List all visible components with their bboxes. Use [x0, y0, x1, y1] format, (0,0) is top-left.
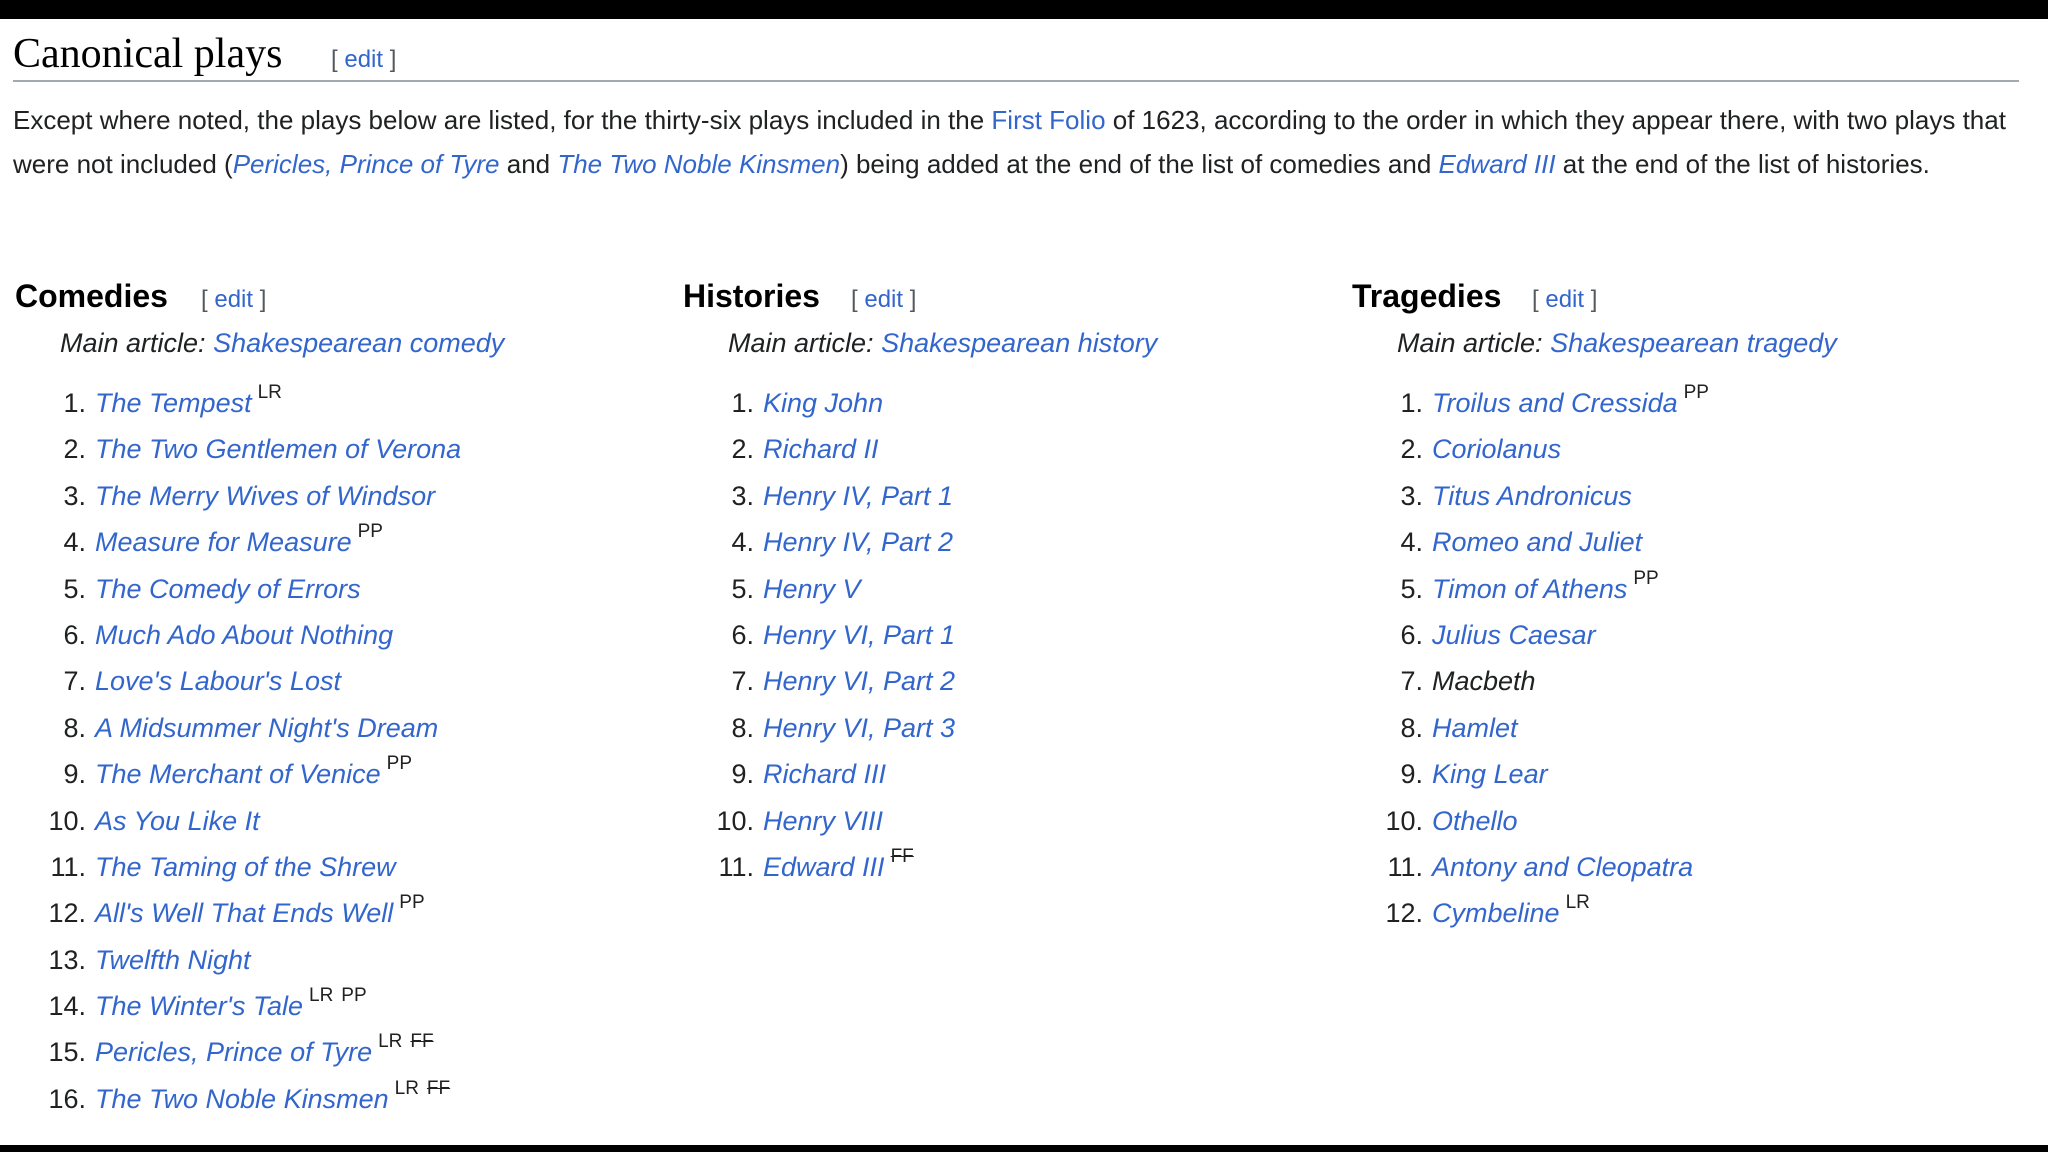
play-note: FF — [890, 845, 914, 867]
comedies-heading — [15, 272, 655, 320]
play-link[interactable]: The Comedy of Errors — [95, 573, 361, 604]
list-item-number: 10. — [716, 805, 754, 836]
tragedies-column — [1352, 272, 1992, 937]
two-noble-kinsmen-link[interactable]: The Two Noble Kinsmen — [557, 149, 841, 179]
list-item — [1352, 890, 1992, 936]
list-item-number: 3. — [1400, 480, 1423, 511]
list-item-number: 4. — [731, 527, 754, 558]
play-note: LR — [378, 1031, 403, 1053]
comedies-title: Comedies — [15, 278, 168, 314]
list-item — [683, 473, 1323, 519]
play-link[interactable]: Henry IV, Part 2 — [763, 527, 954, 558]
list-item-number: 6. — [731, 619, 754, 650]
first-folio-link[interactable]: First Folio — [991, 105, 1106, 135]
list-item-number: 11. — [1387, 851, 1423, 882]
play-note: PP — [341, 985, 367, 1007]
list-item-number: 6. — [63, 619, 86, 650]
play-note: LR — [394, 1077, 419, 1099]
comedies-list — [15, 380, 655, 1122]
list-item-number: 1. — [1400, 388, 1423, 418]
list-item-number: 4. — [1400, 527, 1423, 558]
play-note: FF — [410, 1031, 434, 1053]
list-item — [683, 844, 1323, 890]
play-link[interactable]: The Two Noble Kinsmen — [95, 1083, 389, 1114]
play-note: LR — [257, 382, 282, 403]
play-link[interactable]: Titus Andronicus — [1432, 480, 1632, 511]
list-item-number: 8. — [1400, 712, 1423, 743]
play-link[interactable]: The Merchant of Venice — [95, 759, 381, 790]
comedies-edit-wrap: [ edit ] — [201, 286, 267, 313]
play-link[interactable]: Henry VI, Part 1 — [763, 619, 956, 650]
list-item — [1352, 658, 1992, 704]
play-link[interactable]: Henry VIII — [763, 805, 884, 836]
shakespearean-comedy-link[interactable]: Shakespearean comedy — [213, 328, 505, 358]
histories-main-article: Main article: Shakespearean history — [728, 328, 1158, 358]
histories-title: Histories — [683, 278, 820, 314]
list-item-number: 3. — [731, 480, 754, 511]
play-link[interactable]: King John — [763, 388, 884, 418]
play-link[interactable]: Macbeth — [1432, 666, 1536, 697]
play-link[interactable]: Romeo and Juliet — [1432, 527, 1643, 558]
list-item — [15, 844, 655, 890]
list-item — [683, 519, 1323, 565]
play-link[interactable]: All's Well That Ends Well — [95, 898, 394, 929]
play-note: PP — [357, 521, 383, 543]
pericles-link[interactable]: Pericles, Prince of Tyre — [232, 149, 500, 179]
play-link[interactable]: The Taming of the Shrew — [95, 851, 396, 882]
comedies-main-article: Main article: Shakespearean comedy — [60, 328, 505, 358]
list-item — [1352, 473, 1992, 519]
list-item-number: 14. — [48, 991, 86, 1022]
list-item — [683, 426, 1323, 472]
list-item — [15, 426, 655, 472]
list-item — [683, 380, 1323, 426]
play-link[interactable]: Pericles, Prince of Tyre — [95, 1037, 373, 1068]
list-item-number: 12. — [48, 898, 86, 929]
list-item-number: 11. — [718, 851, 754, 882]
histories-heading — [683, 272, 1323, 320]
title-edit-link[interactable]: edit — [344, 46, 384, 73]
list-item — [15, 705, 655, 751]
list-item-number: 2. — [1400, 434, 1423, 465]
list-item-number: 7. — [1400, 666, 1423, 697]
list-item — [683, 658, 1323, 704]
list-item — [15, 473, 655, 519]
edward-iii-link[interactable]: Edward III — [1438, 149, 1556, 179]
list-item — [1352, 705, 1992, 751]
list-item-number: 12. — [1385, 898, 1423, 929]
bottom-black-bar — [0, 1145, 2048, 1152]
play-link[interactable]: As You Like It — [95, 805, 260, 836]
list-item — [15, 612, 655, 658]
list-item — [15, 983, 655, 1029]
list-item — [683, 751, 1323, 797]
play-note: PP — [1683, 382, 1709, 403]
play-link[interactable]: The Merry Wives of Windsor — [95, 480, 436, 511]
list-item — [15, 519, 655, 565]
list-item — [15, 798, 655, 844]
list-item-number: 9. — [1400, 759, 1423, 790]
play-link[interactable]: Coriolanus — [1432, 434, 1562, 465]
play-link[interactable]: Troilus and Cressida — [1432, 388, 1678, 418]
play-note: LR — [309, 985, 334, 1007]
histories-column — [683, 272, 1323, 890]
tragedies-list — [1352, 380, 1992, 937]
list-item-number: 9. — [63, 759, 86, 790]
list-item — [1352, 566, 1992, 612]
list-item — [1352, 519, 1992, 565]
list-item — [1352, 798, 1992, 844]
histories-edit-link[interactable]: edit — [864, 286, 904, 313]
list-item — [15, 1029, 655, 1075]
list-item-number: 11. — [50, 851, 86, 882]
play-note: PP — [1633, 567, 1659, 589]
list-item — [15, 1076, 655, 1122]
list-item-number: 2. — [63, 434, 86, 465]
play-link[interactable]: Much Ado About Nothing — [95, 619, 394, 650]
play-link[interactable]: Twelfth Night — [95, 944, 251, 975]
list-item — [1352, 380, 1992, 426]
play-link[interactable]: Cymbeline — [1432, 898, 1560, 929]
tragedies-title: Tragedies — [1352, 278, 1502, 314]
play-note: FF — [426, 1077, 451, 1099]
tragedies-edit-link[interactable]: edit — [1545, 286, 1585, 313]
play-link[interactable]: Henry VI, Part 2 — [763, 666, 956, 697]
list-item-number: 2. — [731, 434, 754, 465]
list-item — [15, 380, 655, 426]
play-link[interactable]: Hamlet — [1432, 712, 1518, 743]
tragedies-edit-wrap: [ edit ] — [1532, 286, 1598, 313]
list-item-number: 3. — [63, 480, 86, 511]
page-title: Canonical plays — [13, 31, 283, 77]
list-item-number: 15. — [48, 1037, 86, 1068]
play-note: LR — [1565, 892, 1590, 914]
list-item-number: 1. — [731, 388, 754, 418]
play-link[interactable]: Measure for Measure — [95, 527, 352, 558]
play-link[interactable]: The Tempest — [95, 388, 252, 418]
list-item-number: 10. — [48, 805, 86, 836]
play-link[interactable]: Julius Caesar — [1432, 619, 1596, 650]
list-item-number: 8. — [731, 712, 754, 743]
list-item-number: 7. — [63, 666, 86, 697]
list-item-number: 7. — [731, 666, 754, 697]
play-note: PP — [399, 892, 425, 914]
list-item — [1352, 426, 1992, 472]
list-item — [1352, 751, 1992, 797]
comedies-edit-link[interactable]: edit — [214, 286, 254, 313]
tragedies-main-article: Main article: Shakespearean tragedy — [1397, 328, 1837, 358]
list-item — [683, 705, 1323, 751]
play-link[interactable]: Henry IV, Part 1 — [763, 480, 954, 511]
list-item-number: 13. — [48, 944, 86, 975]
play-link[interactable]: The Two Gentlemen of Verona — [95, 434, 462, 465]
list-item-number: 5. — [63, 573, 86, 604]
list-item — [1352, 612, 1992, 658]
list-item — [15, 751, 655, 797]
list-item — [15, 658, 655, 704]
list-item — [683, 566, 1323, 612]
play-link[interactable]: Timon of Athens — [1432, 573, 1628, 604]
list-item-number: 5. — [731, 573, 754, 604]
play-link[interactable]: A Midsummer Night's Dream — [95, 712, 439, 743]
top-black-bar — [0, 0, 2048, 19]
histories-edit-wrap: [ edit ] — [851, 286, 917, 313]
list-item-number: 10. — [1385, 805, 1423, 836]
play-link[interactable]: Othello — [1432, 805, 1518, 836]
play-link[interactable]: Richard II — [763, 434, 879, 465]
comedies-column — [15, 272, 655, 1122]
list-item — [15, 937, 655, 983]
list-item — [15, 566, 655, 612]
list-item — [15, 890, 655, 936]
list-item-number: 1. — [63, 388, 86, 418]
play-link[interactable]: Henry VI, Part 3 — [763, 712, 956, 743]
list-item-number: 5. — [1400, 573, 1423, 604]
list-item-number: 16. — [48, 1083, 86, 1114]
list-item-number: 6. — [1400, 619, 1423, 650]
play-link[interactable]: Henry V — [763, 573, 861, 604]
play-link[interactable]: Edward III — [763, 851, 885, 882]
list-item-number: 9. — [731, 759, 754, 790]
intro-paragraph: Except where noted, the plays below are listed, for the thirty-six plays included in the First Folio of 1623, according to the order in which they appear there, with two plays that were not included (Pericles, Prince of Tyre and The Two Noble Kinsmen) being added at the end of the list of comedies and Edward III at the end of the list of histories. — [13, 105, 2006, 179]
list-item-number: 4. — [63, 527, 86, 558]
play-link[interactable]: Antony and Cleopatra — [1432, 851, 1694, 882]
play-link[interactable]: Richard III — [763, 759, 887, 790]
play-link[interactable]: Love's Labour's Lost — [95, 666, 341, 697]
play-note: PP — [386, 753, 413, 775]
shakespearean-history-link[interactable]: Shakespearean history — [881, 328, 1158, 358]
title-edit-link-wrap: [ edit ] — [331, 46, 397, 73]
list-item — [1352, 844, 1992, 890]
section-heading — [13, 30, 2019, 82]
list-item-number: 8. — [63, 712, 86, 743]
play-link[interactable]: King Lear — [1432, 759, 1548, 790]
list-item — [683, 798, 1323, 844]
list-item — [683, 612, 1323, 658]
play-link[interactable]: The Winter's Tale — [95, 991, 303, 1022]
histories-list — [683, 380, 1323, 890]
tragedies-heading — [1352, 272, 1992, 320]
shakespearean-tragedy-link[interactable]: Shakespearean tragedy — [1550, 328, 1837, 358]
